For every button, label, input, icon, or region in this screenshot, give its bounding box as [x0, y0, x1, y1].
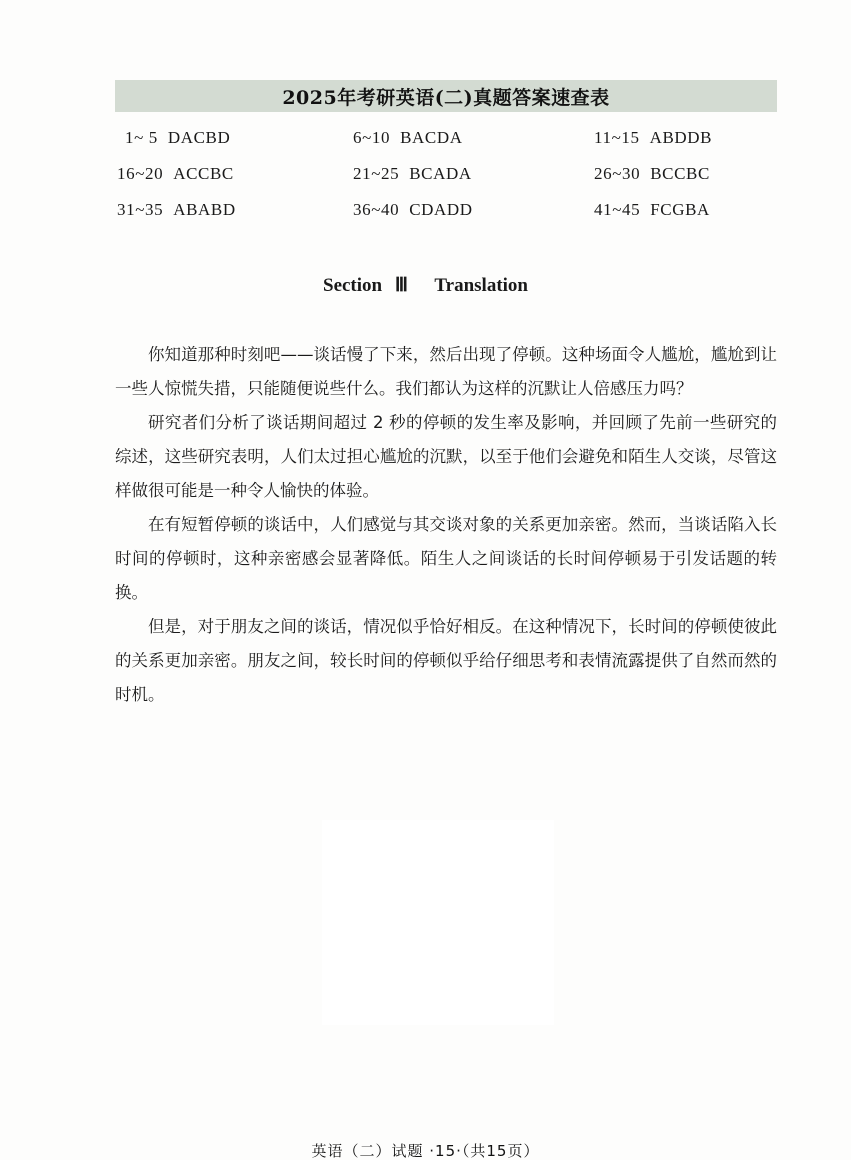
- answer-cell: [353, 200, 473, 220]
- section-label: Section: [323, 275, 383, 296]
- question-range: 36~40: [353, 200, 400, 219]
- answer-keys: DACBD: [167, 128, 231, 147]
- translation-paragraph: 但是，对于朋友之间的谈话，情况似乎恰好相反。在这种情况下，长时间的停顿使彼此的关系更加亲密。朋友之间，较长时间的停顿似乎给仔细思考和表情流露提供了自然而然的时机。: [115, 617, 777, 704]
- answer-key-title-bar: [115, 80, 777, 112]
- question-range: 11~15: [594, 128, 640, 147]
- answer-keys: BCADA: [409, 164, 472, 183]
- answer-keys: ABDDB: [649, 128, 713, 147]
- answer-keys: BACDA: [400, 128, 463, 147]
- section-number: Ⅲ: [394, 275, 408, 296]
- question-range: 16~20: [117, 164, 164, 183]
- answer-cell: [594, 200, 710, 220]
- section-heading: [0, 274, 851, 297]
- question-range: 6~10: [353, 128, 391, 147]
- answer-row: [115, 128, 777, 164]
- answer-key-table: [115, 128, 777, 236]
- answer-cell: [125, 128, 230, 148]
- translation-paragraph: 你知道那种时刻吧——谈话慢了下来，然后出现了停顿。这种场面令人尴尬，尴尬到让一些人惊慌失措，只能随便说些什么。我们都认为这样的沉默让人倍感压力吗？: [115, 345, 777, 398]
- page-footer: 英语（二）试题 ·15·（共15页）: [311, 1142, 540, 1160]
- blank-area: [322, 820, 554, 1025]
- answer-cell: [117, 164, 234, 184]
- answer-keys: FCGBA: [650, 200, 710, 219]
- answer-cell: [117, 200, 236, 220]
- page-title: 2025年考研英语(二)真题答案速查表: [282, 86, 610, 109]
- answer-cell: [594, 128, 712, 148]
- answer-cell: [353, 164, 472, 184]
- question-range: 26~30: [594, 164, 641, 183]
- answer-cell: [594, 164, 710, 184]
- section-name: Translation: [434, 275, 528, 296]
- answer-cell: [353, 128, 463, 148]
- question-range: 21~25: [353, 164, 400, 183]
- translation-body: [115, 338, 777, 712]
- translation-paragraph: 研究者们分析了谈话期间超过 2 秒的停顿的发生率及影响，并回顾了先前一些研究的综述，这些研究表明，人们太过担心尴尬的沉默，以至于他们会避免和陌生人交谈，尽管这样做很可能是一种令人愉快的体验。: [115, 413, 777, 500]
- answer-keys: CDADD: [409, 200, 473, 219]
- answer-keys: ACCBC: [173, 164, 234, 183]
- translation-paragraph: 在有短暂停顿的谈话中，人们感觉与其交谈对象的关系更加亲密。然而，当谈话陷入长时间的停顿时，这种亲密感会显著降低。陌生人之间谈话的长时间停顿易于引发话题的转换。: [115, 515, 777, 602]
- answer-row: [115, 200, 777, 236]
- answer-keys: BCCBC: [650, 164, 710, 183]
- question-range: 1~ 5: [125, 128, 158, 147]
- question-range: 41~45: [594, 200, 641, 219]
- answer-keys: ABABD: [173, 200, 236, 219]
- answer-row: [115, 164, 777, 200]
- question-range: 31~35: [117, 200, 164, 219]
